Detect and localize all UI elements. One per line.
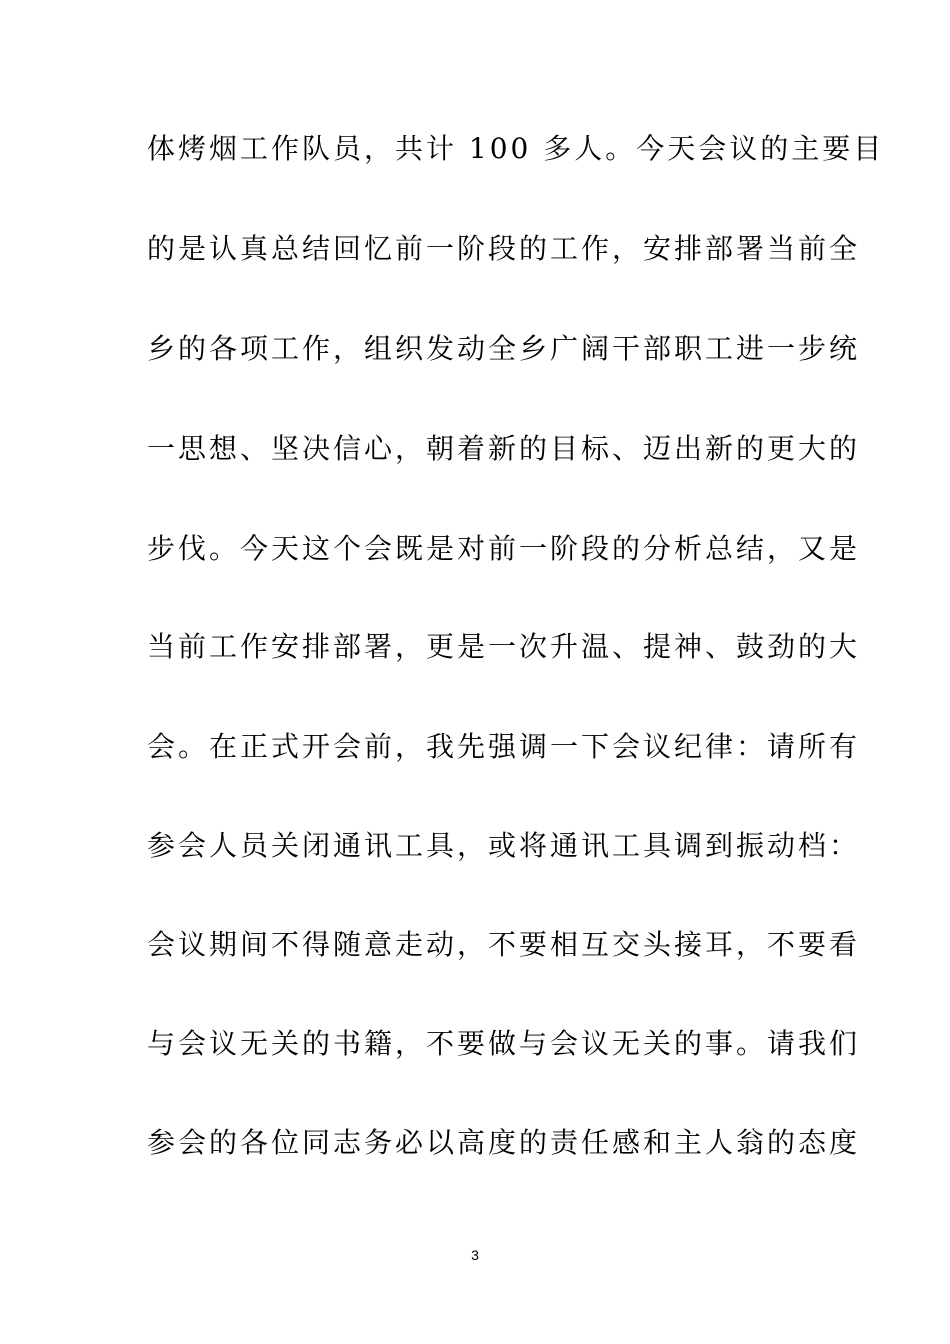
text-line-1: 体烤烟工作队员，共计 100 多人。今天会议的主要目 (147, 132, 885, 165)
text-line-10: 与会议无关的书籍，不要做与会议无关的事。请我们 (147, 1027, 861, 1060)
text-line-4: 一思想、坚决信心，朝着新的目标、迈出新的更大的 (147, 432, 861, 465)
text-line-2: 的是认真总结回忆前一阶段的工作，安排部署当前全 (147, 232, 861, 265)
text-line-3: 乡的各项工作，组织发动全乡广阔干部职工进一步统 (147, 332, 861, 365)
page-number: 3 (471, 1247, 479, 1263)
text-line-6: 当前工作安排部署，更是一次升温、提神、鼓劲的大 (147, 630, 861, 663)
text-line-7: 会。在正式开会前，我先强调一下会议纪律：请所有 (147, 730, 861, 763)
text-line-11: 参会的各位同志务必以高度的责任感和主人翁的态度 (147, 1126, 861, 1159)
text-line-8: 参会人员关闭通讯工具，或将通讯工具调到振动档： (147, 829, 861, 862)
text-line-5: 步伐。今天这个会既是对前一阶段的分析总结，又是 (147, 532, 861, 565)
text-line-9: 会议期间不得随意走动，不要相互交头接耳，不要看 (147, 928, 861, 961)
